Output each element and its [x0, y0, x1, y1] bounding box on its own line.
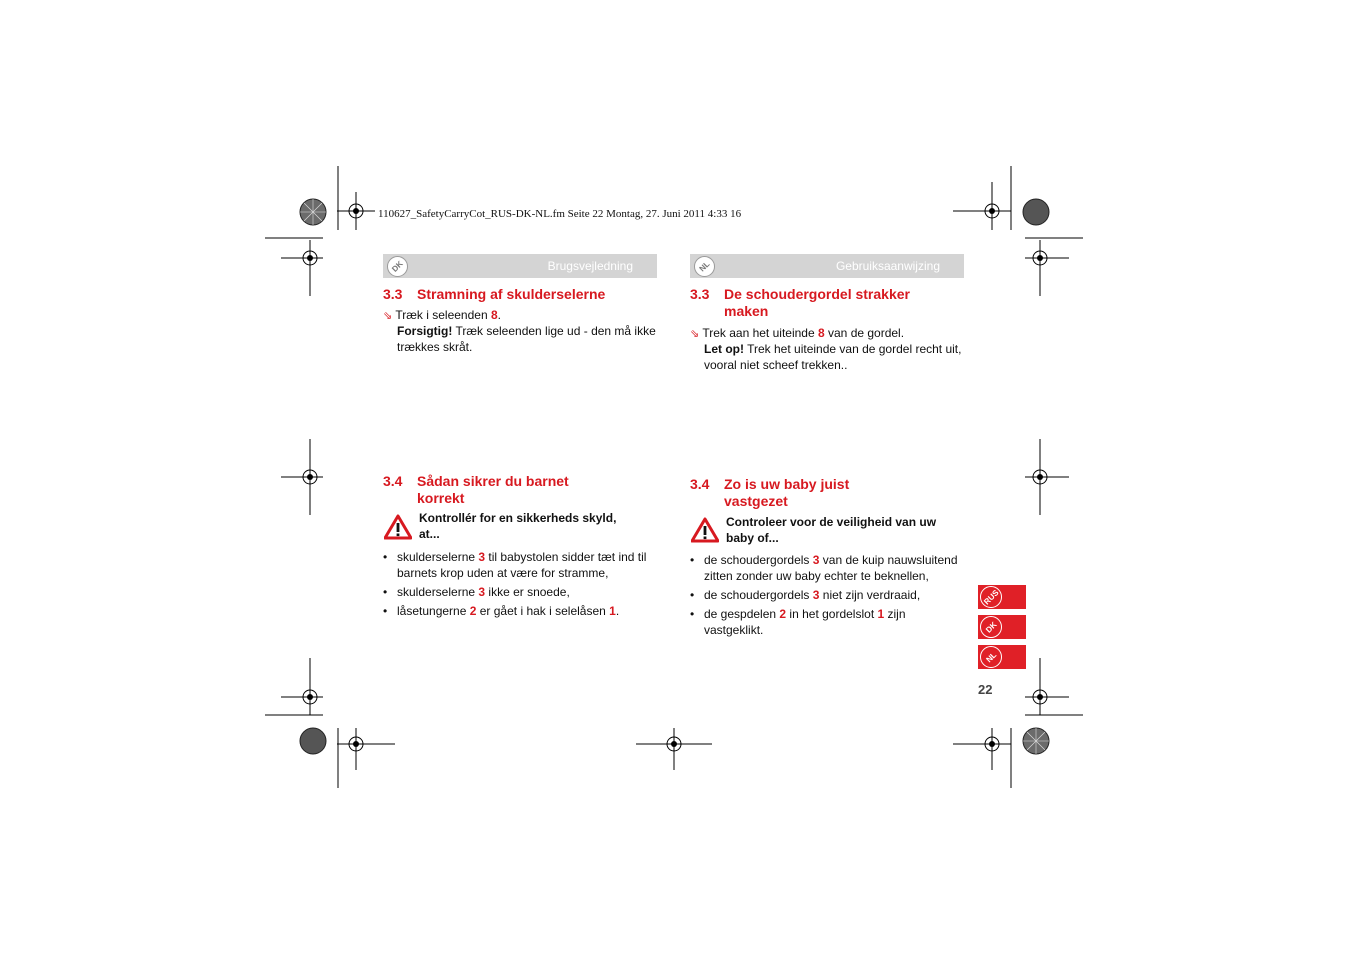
header-bar-dk [383, 254, 657, 278]
section-title-line1: Sådan sikrer du barnet [417, 473, 569, 489]
section-title-line1: Zo is uw baby juist [724, 476, 850, 492]
tab-label-dk: DK [975, 611, 1006, 642]
list-item: • skulderselerne 3 til babystolen sidder tæt ind til barnets krop uden at være for stramme, [383, 550, 647, 580]
section-number: 3.4 [383, 473, 403, 489]
lang-badge-dk: DK [383, 252, 413, 282]
note-nl: Let op! Trek het uiteinde van de gordel recht uit, vooral niet scheef trekken.. [704, 342, 962, 372]
step-nl: ⇘ Trek aan het uiteinde 8 van de gordel. [690, 326, 905, 340]
note-dk: Forsigtig! Træk seleenden lige ud - den må ikke trækkes skråt. [397, 324, 656, 354]
note-label: Let op! [704, 342, 744, 356]
note-label: Forsigtig! [397, 324, 453, 338]
section-number: 3.3 [383, 286, 403, 302]
header-title-nl: Gebruiksaanwijzing [835, 259, 940, 273]
list-item: • de schoudergordels 3 niet zijn verdraaid, [690, 588, 921, 602]
lang-badge-nl: NL [690, 252, 720, 282]
list-item: • de gespdelen 2 in het gordelslot 1 zijn vastgeklikt. [690, 607, 906, 637]
section-number: 3.4 [690, 476, 710, 492]
tab-label-rus: RUS [975, 581, 1006, 612]
section-3-3-heading-nl [690, 286, 975, 322]
tab-rus[interactable] [978, 585, 1026, 609]
warning-triangle-icon [384, 514, 412, 540]
step-arrow-icon: ⇘ [383, 310, 393, 322]
list-item: • de schoudergordels 3 van de kuip nauwsluitend zitten zonder uw baby echter te beknellen, [690, 553, 958, 583]
page-number: 22 [978, 682, 993, 697]
section-3-4-heading-nl [690, 476, 975, 512]
section-title-line2: korrekt [417, 490, 465, 506]
warning-text-dk: Kontrollér for en sikkerheds skyld, at... [419, 511, 617, 541]
tab-dk[interactable] [978, 615, 1026, 639]
section-title-line2: vastgezet [724, 493, 788, 509]
print-header: 110627_SafetyCarryCot_RUS-DK-NL.fm Seite 22 Montag, 27. Juni 2011 4:33 16 [378, 208, 742, 220]
section-title: Stramning af skulderselerne [417, 286, 606, 302]
section-title-line2: maken [724, 303, 769, 319]
step-arrow-icon: ⇘ [690, 328, 700, 340]
bullet-list-dk [383, 549, 668, 622]
section-number: 3.3 [690, 286, 710, 302]
header-title-dk: Brugsvejledning [547, 259, 633, 273]
tab-nl[interactable] [978, 645, 1026, 669]
warning-text-nl: Controleer voor de veiligheid van uw baby of... [726, 515, 937, 545]
section-3-4-heading-dk [383, 473, 663, 509]
list-item: • låsetungerne 2 er gået i hak i selelåsen 1. [383, 604, 620, 618]
step-dk: ⇘ Træk i seleenden 8. [383, 308, 501, 322]
bullet-list-nl [690, 552, 980, 641]
header-bar-nl [690, 254, 964, 278]
warning-triangle-icon [691, 517, 719, 543]
list-item: • skulderselerne 3 ikke er snoede, [383, 585, 570, 599]
section-title-line1: De schoudergordel strakker [724, 286, 910, 302]
tab-label-nl: NL [975, 641, 1006, 672]
